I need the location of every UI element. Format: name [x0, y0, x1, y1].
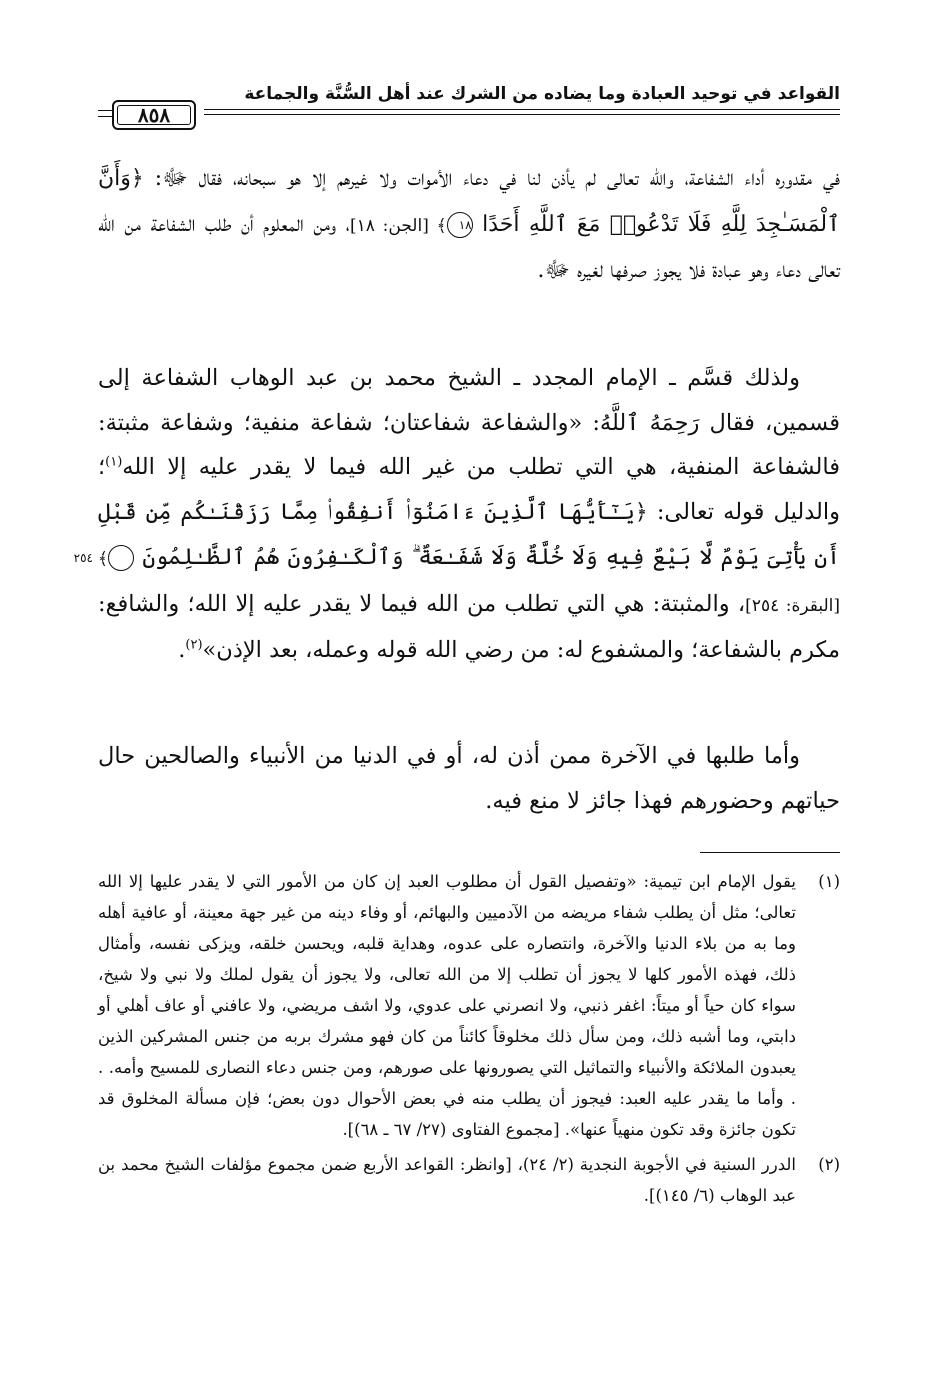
footnote-separator	[700, 852, 840, 853]
footnote-number: (٢)	[818, 1155, 840, 1174]
quran-verse-jinn: ﴿وَأَنَّ ٱلْمَسَـٰجِدَ لِلَّهِ فَلَا تَدْعُوا۟ مَعَ ٱللَّهِ أَحَدًا	[98, 166, 840, 237]
running-title-rest: في توحيد العبادة وما يضاده من الشرك عند أهل السُّنَّة والجماعة	[244, 84, 778, 104]
running-title-bold: القواعد	[777, 84, 840, 104]
footnote-text: الدرر السنية في الأجوبة النجدية (٢/ ٢٤)، [وانظر: القواعد الأربع ضمن مجموع مؤلفات الشيخ محمد بن عبد الوهاب (٦/ ١٤٥)].	[98, 1155, 796, 1205]
footnotes	[98, 866, 840, 1211]
footnote-text: يقول الإمام ابن تيمية: «وتفصيل القول أن مطلوب العبد إن كان من الأمور التي لا يقدر عليها إلا الله تعالى؛ مثل أن يطلب شفاء مريضه من الآدميين والبهائم، أو وفاء دينه من غير جهة معينة، أو عافية أهله وما به من بلاء الدنيا والآخرة، وانتصاره على عدوه، وهداية قلبه، ويحسن خلقه، ويزكى نفسه، وأمثال ذلك، فهذه الأمور كلها لا يجوز أن تطلب إلا من الله تعالى، ولا يجوز أن يقول لملك ولا نبي ولا شيخ، سواء كان حياً أو ميتاً: اغفر ذنبي، ولا انصرني على عدوي، ولا اشف مريضي، ولا عافني أو عاف أهلي أو دابتي، وما أشبه ذلك، ومن سأل ذلك مخلوقاً كائناً من كان فهو مشرك بربه من جنس المشركين الذين يعبدون الملائكة والأنبياء والتماثيل التي يصورونها على صورهم، ومن جنس دعاء النصارى للمسيح وأمه. . . وأما ما يقدر عليه العبد: فيجوز أن يطلب منه في بعض الأحوال دون بعض؛ فإن مسألة المخلوق قد تكون جائزة وقد تكون منهياً عنها». [مجموع الفتاوى (٢٧/ ٦٧ ـ ٦٨)].	[98, 872, 796, 1139]
p1-line3: ، ومن المعلوم أن طلب الشفاعة من الله تعالى دعاء	[98, 210, 840, 283]
p1-line2: غيرهم إلا هو سبحانه، فقال ﷻ:	[143, 165, 368, 191]
footnote-2	[98, 1149, 840, 1211]
p2-text-b: ؛ والدليل قوله تعالى:	[98, 454, 841, 525]
header-rule-top	[204, 109, 840, 110]
footnote-number: (١)	[818, 872, 840, 891]
footnote-ref-1[interactable]: (١)	[105, 454, 123, 470]
page-number: ٨٥٨	[137, 103, 171, 127]
page-number-box	[98, 100, 196, 130]
ayah-number-marker: ١٨	[447, 212, 473, 238]
paragraph-3	[98, 734, 840, 823]
quran-verse-baqarah: ﴿يَـٰٓأَيُّهَا ٱلَّذِينَ ءَامَنُوٓا۟ أَنفِقُوا۟ مِمَّا رَزَقْنَـٰكُم مِّن قَبْلِ أَن يَأْتِىَ يَوْمٌ لَّا بَيْعٌ فِيهِ وَلَا خُلَّةٌ وَلَا شَفَـٰعَةٌ ۗ وَٱلْكَـٰفِرُونَ هُمُ ٱلظَّـٰلِمُونَ	[98, 499, 841, 570]
verse-reference-baqarah: ﴾ [البقرة: ٢٥٤]	[98, 549, 840, 616]
ayah-number-marker: ٢٥٤	[108, 545, 134, 571]
verse-reference-jinn: ﴾ [الجن: ١٨]	[349, 215, 447, 236]
running-header	[98, 78, 840, 134]
paragraph-2	[73, 356, 841, 673]
running-title	[98, 82, 840, 106]
p2-text-c: ، والمثبتة: هي التي تطلب من الله فيما لا يقدر عليه إلا الله؛ والشافع: مكرم بالشفاعة؛ والمشفوع له: من رضي الله قوله وعمله، بعد الإذن»	[98, 590, 840, 663]
header-rule-bottom	[204, 114, 840, 115]
p3-text: وأما طلبها في الآخرة ممن أذن له، أو في الدنيا من الأنبياء والصالحين حال حياتهم وحضورهم فهذا جائز لا منع فيه.	[98, 743, 840, 814]
footnote-ref-2[interactable]: (٢)	[185, 637, 203, 653]
p1-line4: وهو عبادة فلا يجوز صرفها لغيره ﷻ.	[537, 257, 769, 283]
p2-text-a: ولذلك قسَّم ـ الإمام المجدد ـ الشيخ محمد بن عبد الوهاب الشفاعة إلى قسمين، فقال رَحِمَهُ ٱللَّهُ: «والشفاعة شفاعتان؛ شفاعة منفية؛ وشفاعة مثبتة: فالشفاعة المنفية، هي التي تطلب من غير الله فيما لا يقدر عليه إلا الله	[98, 365, 840, 480]
paragraph-1	[98, 156, 840, 293]
footnote-1	[98, 866, 840, 1145]
p1-line1: في مقدوره أداء الشفاعة، والله تعالى لم يأذن لنا في دعاء الأموات ولا	[378, 165, 841, 191]
p2-text-d: .	[178, 637, 186, 663]
